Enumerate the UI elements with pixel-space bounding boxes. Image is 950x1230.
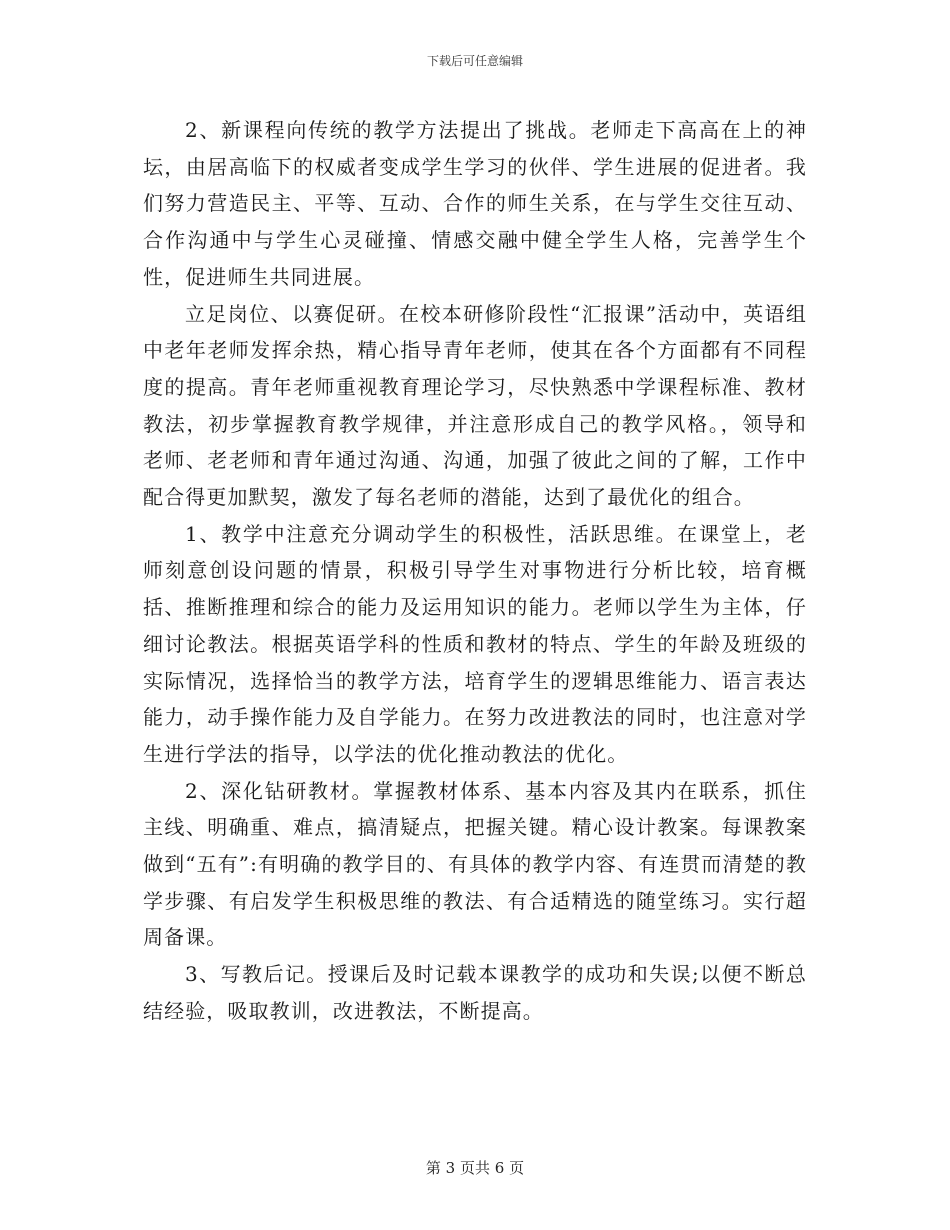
paragraph-4: 2、深化钻研教材。掌握教材体系、基本内容及其内在联系，抓住主线、明确重、难点，搞清疑点，把握关键。精心设计教案。每课教案做到“五有”:有明确的教学目的、有具体的教学内容、有连贯而清楚的教学步骤、有启发学生积极思维的教法、有合适精选的随堂练习。实行超周备课。 <box>143 778 807 950</box>
paragraph-5: 3、写教后记。授课后及时记载本课教学的成功和失误;以便不断总结经验，吸取教训，改进教法，不断提高。 <box>143 962 807 1023</box>
paragraph-1: 2、新课程向传统的教学方法提出了挑战。老师走下高高在上的神坛，由居高临下的权威者变成学生学习的伙伴、学生进展的促进者。我们努力营造民主、平等、互动、合作的师生关系，在与学生交往互动、合作沟通中与学生心灵碰撞、情感交融中健全学生人格，完善学生个性，促进师生共同进展。 <box>143 118 807 289</box>
paragraph-2: 立足岗位、以赛促研。在校本研修阶段性“汇报课”活动中，英语组中老年老师发挥余热，精心指导青年老师，使其在各个方面都有不同程度的提高。青年老师重视教育理论学习，尽快熟悉中学课程标准、教材教法，初步掌握教育教学规律，并注意形成自己的教学风格。，领导和老师、老老师和青年通过沟通、沟通，加强了彼此之间的了解，工作中配合得更加默契，激发了每名老师的潜能，达到了最优化的组合。 <box>143 301 807 510</box>
document-body <box>143 112 807 1030</box>
paragraph-3: 1、教学中注意充分调动学生的积极性，活跃思维。在课堂上，老师刻意创设问题的情景，积极引导学生对事物进行分析比较，培育概括、推断推理和综合的能力及运用知识的能力。老师以学生为主体，仔细讨论教法。根据英语学科的性质和教材的特点、学生的年龄及班级的实际情况，选择恰当的教学方法，培育学生的逻辑思维能力、语言表达能力，动手操作能力及自学能力。在努力改进教法的同时，也注意对学生进行学法的指导，以学法的优化推动教法的优化。 <box>143 521 807 766</box>
page-header: 下载后可任意编辑 <box>426 54 523 68</box>
page-number-footer: 第 3 页共 6 页 <box>425 1159 525 1177</box>
